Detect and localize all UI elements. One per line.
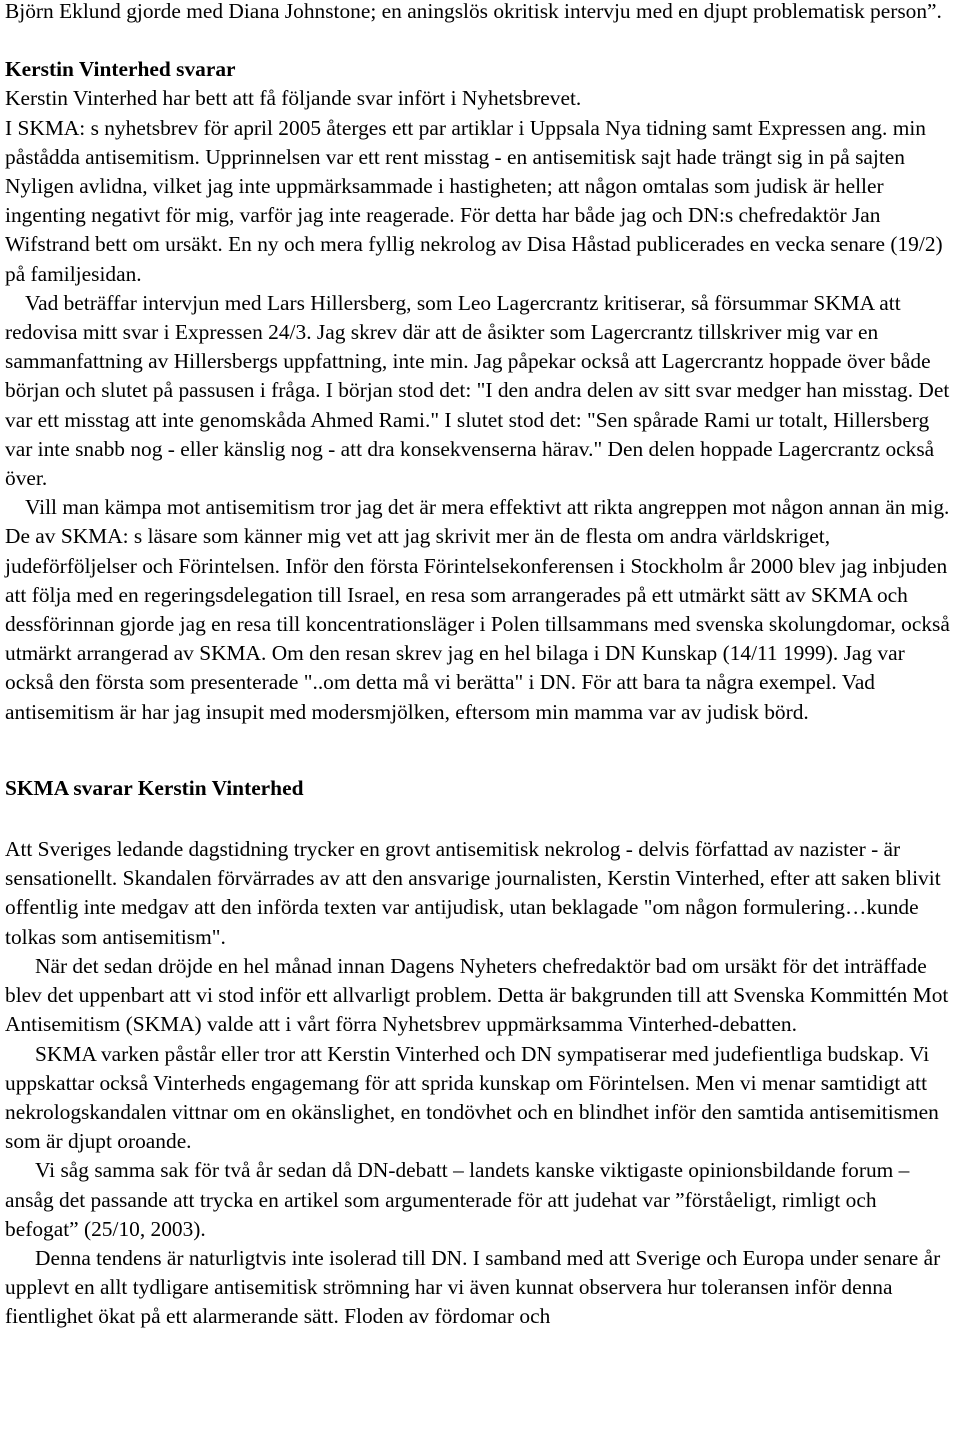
reply-paragraph-1: I SKMA: s nyhetsbrev för april 2005 återges ett par artiklar i Uppsala Nya tidning samt Expressen ang. min påstådda antisemitism. Upprinnelsen var ett rent misstag - en antisemitisk sajt hade trängt sig in på sajten Nyligen avlidna, vilket jag inte uppmärksammade i hastigheten; att någon omtalas som judisk är heller ingenting negativt för mig, varför jag inte reagerade. För detta har både jag och DN:s chefredaktör Jan Wifstrand bett om ursäkt. En ny och mera fyllig nekrolog av Disa Håstad publicerades en vecka senare (19/2) på familjesidan. [5,115,943,286]
skma-paragraph-5: Denna tendens är naturligtvis inte isolerad till DN. I samband med att Sverige och Europa under senare år upplevt en allt tydligare antisemitisk strömning har vi även kunnat observera hur toleransen inför denna fientlighet ökat på ett alarmerande sätt. Floden av fördomar och [5,1245,941,1329]
skma-paragraph-2: När det sedan dröjde en hel månad innan Dagens Nyheters chefredaktör bad om ursäkt för det inträffade blev det uppenbart att vi stod inför ett allvarligt problem. Detta är bakgrunden till att Svenska Kommittén Mot Antisemitism (SKMA) valde att i vårt förra Nyhetsbrev uppmärksamma Vinterhed-debatten. [5,953,949,1037]
skma-paragraph-3: SKMA varken påstår eller tror att Kerstin Vinterhed och DN sympatiserar med judefientliga budskap. Vi uppskattar också Vinterheds engagemang för att sprida kunskap om Förintelsen. Men vi menar samtidigt att nekrologskandalen vittnar om en okänslighet, en tondövhet och en blindhet inför den samtida antisemitismen som är djupt oroande. [5,1041,939,1154]
reply-heading: Kerstin Vinterhed svarar [5,57,236,82]
reply-paragraph-3: Vill man kämpa mot antisemitism tror jag det är mera effektivt att rikta angreppen mot någon annan än mig. De av SKMA: s läsare som känner mig vet att jag skrivit mer än de flesta om andra världskriget, judeförföljelser och Förintelsen. Inför den första Förintelsekonferensen i Stockholm år 2000 blev jag inbjuden att följa med en regeringsdelegation till Israel, en resa som arrangerades på ett utmärkt sätt av SKMA och dessförinnan gjorde jag en resa till koncentrationsläger i Polen tillsammans med svenska skolungdomar, också utmärkt arrangerad av SKMA. Om den resan skrev jag en hel bilaga i DN Kunskap (14/11 1999). Jag var också den första som presenterade "..om detta må vi berätta" i DN. För att bara ta några exempel. Vad antisemitism är har jag insupit med modersmjölken, eftersom min mamma var av judisk börd. [5,495,950,724]
skma-heading: SKMA svarar Kerstin Vinterhed [5,775,304,800]
spacer [5,803,955,835]
reply-lead: Kerstin Vinterhed har bett att få följande svar infört i Nyhetsbrevet. [5,86,582,111]
skma-paragraph-1: Att Sveriges ledande dagstidning trycker en grovt antisemitisk nekrolog - delvis författad av nazister - är sensationellt. Skandalen förvärrades av att den ansvarige journalisten, Kerstin Vinterhed, efter att saken blivit offentlig inte medgav att den införda texten var antijudisk, utan beklagade "om någon formulering…kunde tolkas som antisemitism". [5,837,941,949]
spacer [5,26,955,55]
document-page [5,0,955,1332]
spacer [5,727,955,774]
skma-paragraph-4: Vi såg samma sak för två år sedan då DN-debatt – landets kanske viktigaste opinionsbildande forum – ansåg det passande att trycka en artikel som argumenterade för att judehat var ”förståeligt, rimligt och befogat” (25/10, 2003). [5,1158,910,1241]
intro-paragraph: Björn Eklund gjorde med Diana Johnstone; en aningslös okritisk intervju med en djupt problematisk person”. [5,0,942,23]
reply-paragraph-2: Vad beträffar intervjun med Lars Hillersberg, som Leo Lagercrantz kritiserar, så försummar SKMA att redovisa mitt svar i Expressen 24/3. Jag skrev där att de åsikter som Lagercrantz tillskriver mig var en sammanfattning av Hillersbergs uppfattning, inte min. Jag påpekar också att Lagercrantz hoppade över både början och slutet på passusen i fråga. I början stod det: "I den andra delen av sitt svar medger han misstag. Det var ett misstag att inte genomskåda Ahmed Rami." I slutet stod det: "Sen spårade Rami ur totalt, Hillersberg var inte snabb nog - eller känslig nog - att dra konsekvenserna härav." Den delen hoppade Lagercrantz också över. [5,290,950,491]
